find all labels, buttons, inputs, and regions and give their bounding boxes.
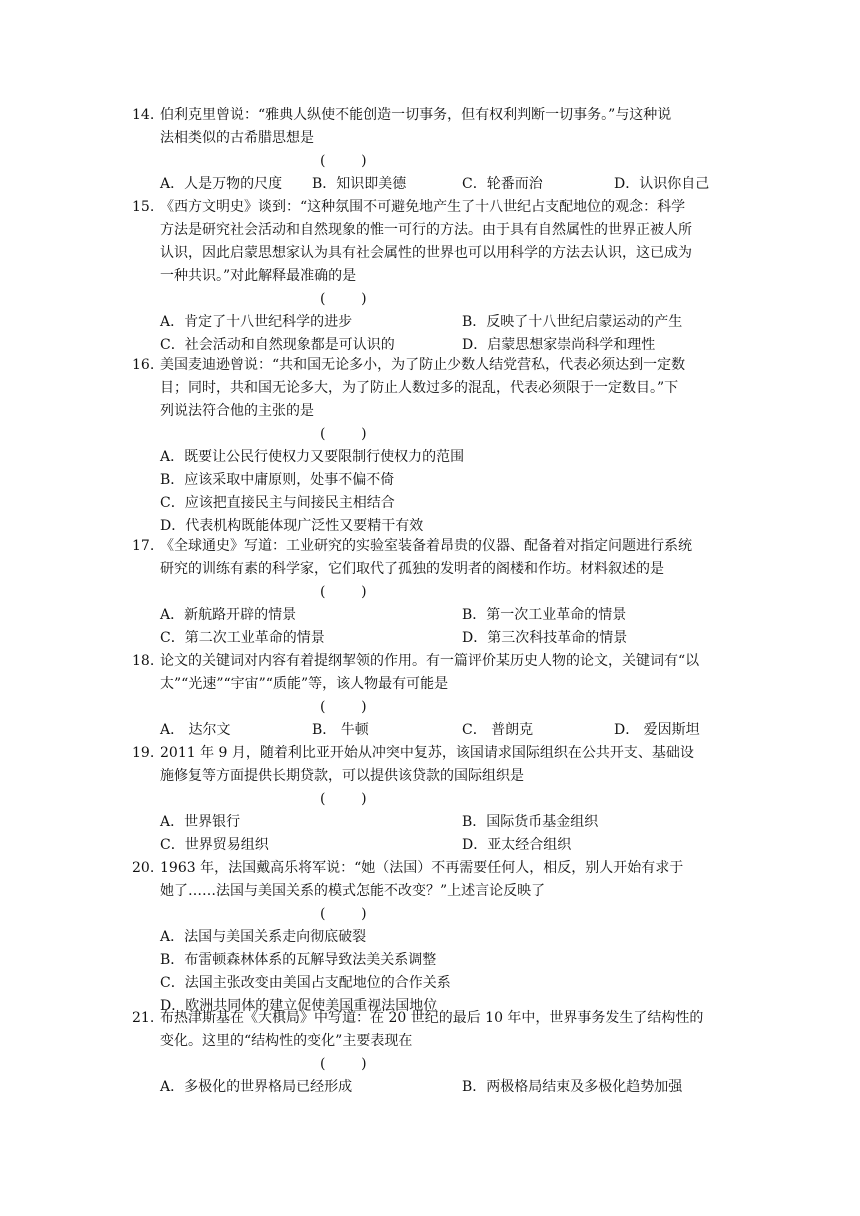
answer-bracket: ( ) — [320, 584, 367, 600]
question-text: 变化。这里的“结构性的变化”主要表现在 — [160, 1033, 413, 1049]
question-text: 方法是研究社会活动和自然现象的惟一可行的方法。由于具有自然属性的世界正被人所 — [160, 222, 692, 238]
option-c: C．法国主张改变由美国占支配地位的合作关系 — [160, 975, 451, 991]
question-text: 法相类似的古希腊思想是 — [160, 130, 314, 146]
answer-bracket: ( ) — [320, 153, 367, 169]
option-d: D．启蒙思想家崇尚科学和理性 — [462, 337, 656, 353]
option-d: D．亚太经合组织 — [462, 837, 572, 853]
question-text: 1963 年，法国戴高乐将军说：“她（法国）不再需要任何人，相反，别人开始有求于 — [160, 860, 684, 876]
question-text: 研究的训练有素的科学家，它们取代了孤独的发明者的阁楼和作坊。材料叙述的是 — [160, 561, 664, 577]
question-text: 列说法符合他的主张的是 — [160, 403, 314, 419]
option-d: D．代表机构既能体现广泛性又要精干有效 — [160, 518, 424, 534]
option-b: B．两极格局结束及多极化趋势加强 — [462, 1079, 683, 1095]
option-a: A．肯定了十八世纪科学的进步 — [160, 314, 353, 330]
option-a: A．法国与美国关系走向彻底破裂 — [160, 929, 367, 945]
answer-bracket: ( ) — [320, 906, 367, 922]
question-number: 16. — [132, 357, 155, 373]
question-text: 认识，因此启蒙思想家认为具有社会属性的世界也可以用科学的方法去认识，这已成为 — [160, 245, 692, 261]
question-number: 20. — [132, 860, 155, 876]
question-18 — [132, 650, 732, 742]
answer-bracket: ( ) — [320, 291, 367, 307]
question-14 — [132, 104, 732, 196]
question-text: 一种共识。”对此解释最准确的是 — [160, 268, 357, 284]
question-17 — [132, 535, 732, 650]
question-number: 17. — [132, 538, 155, 554]
question-text: 2011 年 9 月，随着利比亚开始从冲突中复苏，该国请求国际组织在公共开支、基础设 — [160, 745, 694, 761]
question-16 — [132, 354, 732, 538]
option-d: D． 爱因斯坦 — [614, 722, 700, 738]
options-row — [132, 1076, 732, 1099]
question-15 — [132, 196, 732, 357]
question-number: 14. — [132, 107, 155, 123]
question-text: 美国麦迪逊曾说：“共和国无论多小，为了防止少数人结党营私，代表必须达到一定数 — [160, 357, 686, 373]
question-number: 15. — [132, 199, 155, 215]
options-row — [132, 311, 732, 334]
option-a: A．世界银行 — [160, 814, 241, 830]
option-a: A．人是万物的尺度 — [160, 176, 283, 192]
option-a: A． 达尔文 — [160, 722, 231, 738]
question-text: 目；同时，共和国无论多大，为了防止人数过多的混乱，代表必须限于一定数目。”下 — [160, 380, 679, 396]
option-a: A．多极化的世界格局已经形成 — [160, 1079, 353, 1095]
option-b: B． 牛顿 — [312, 722, 369, 738]
options-row — [132, 627, 732, 650]
answer-bracket: ( ) — [320, 791, 367, 807]
option-d: D．第三次科技革命的情景 — [462, 630, 628, 646]
question-number: 19. — [132, 745, 155, 761]
option-a: A．既要让公民行使权力又要限制行使权力的范围 — [160, 449, 465, 465]
question-text: 《西方文明史》谈到：“这种氛围不可避免地产生了十八世纪占支配地位的观念：科学 — [160, 199, 686, 215]
option-b: B．应该采取中庸原则，处事不偏不倚 — [160, 472, 395, 488]
question-number: 18. — [132, 653, 155, 669]
question-19 — [132, 742, 732, 857]
options-row — [132, 811, 732, 834]
question-text: 论文的关键词对内容有着提纲挈领的作用。有一篇评价某历史人物的论文，关键词有“以 — [160, 653, 700, 669]
option-b: B．布雷顿森林体系的瓦解导致法美关系调整 — [160, 952, 437, 968]
question-21 — [132, 1007, 732, 1099]
question-text: 布热津斯基在《大棋局》中写道：在 20 世纪的最后 10 年中，世界事务发生了结构性的 — [160, 1010, 704, 1026]
option-c: C． 普朗克 — [462, 722, 534, 738]
option-b: B．知识即美德 — [312, 176, 407, 192]
option-c: C．社会活动和自然现象都是可认识的 — [160, 337, 395, 353]
option-b: B．反映了十八世纪启蒙运动的产生 — [462, 314, 683, 330]
options-row — [132, 834, 732, 857]
option-d: D．认识你自己 — [614, 176, 710, 192]
option-c: C．应该把直接民主与间接民主相结合 — [160, 495, 395, 511]
question-20 — [132, 857, 732, 1018]
option-c: C．轮番而治 — [462, 176, 543, 192]
option-c: C．世界贸易组织 — [160, 837, 269, 853]
option-b: B．国际货币基金组织 — [462, 814, 599, 830]
option-a: A．新航路开辟的情景 — [160, 607, 297, 623]
options-row — [132, 173, 732, 196]
question-text: 她了……法国与美国关系的模式怎能不改变？”上述言论反映了 — [160, 883, 546, 899]
option-c: C．第二次工业革命的情景 — [160, 630, 325, 646]
answer-bracket: ( ) — [320, 1056, 367, 1072]
question-text: 太”“光速”“宇宙”“质能”等，该人物最有可能是 — [160, 676, 449, 692]
question-text: 伯利克里曾说：“雅典人纵使不能创造一切事务，但有权利判断一切事务。”与这种说 — [160, 107, 672, 123]
question-text: 施修复等方面提供长期贷款，可以提供该贷款的国际组织是 — [160, 768, 524, 784]
option-d: D．欧洲共同体的建立促使美国重视法国地位 — [160, 998, 438, 1014]
question-text: 《全球通史》写道：工业研究的实验室装备着昂贵的仪器、配备着对指定问题进行系统 — [160, 538, 692, 554]
answer-bracket: ( ) — [320, 699, 367, 715]
options-row — [132, 719, 732, 742]
answer-bracket: ( ) — [320, 426, 367, 442]
question-number: 21. — [132, 1010, 155, 1026]
options-row — [132, 604, 732, 627]
option-b: B．第一次工业革命的情景 — [462, 607, 627, 623]
